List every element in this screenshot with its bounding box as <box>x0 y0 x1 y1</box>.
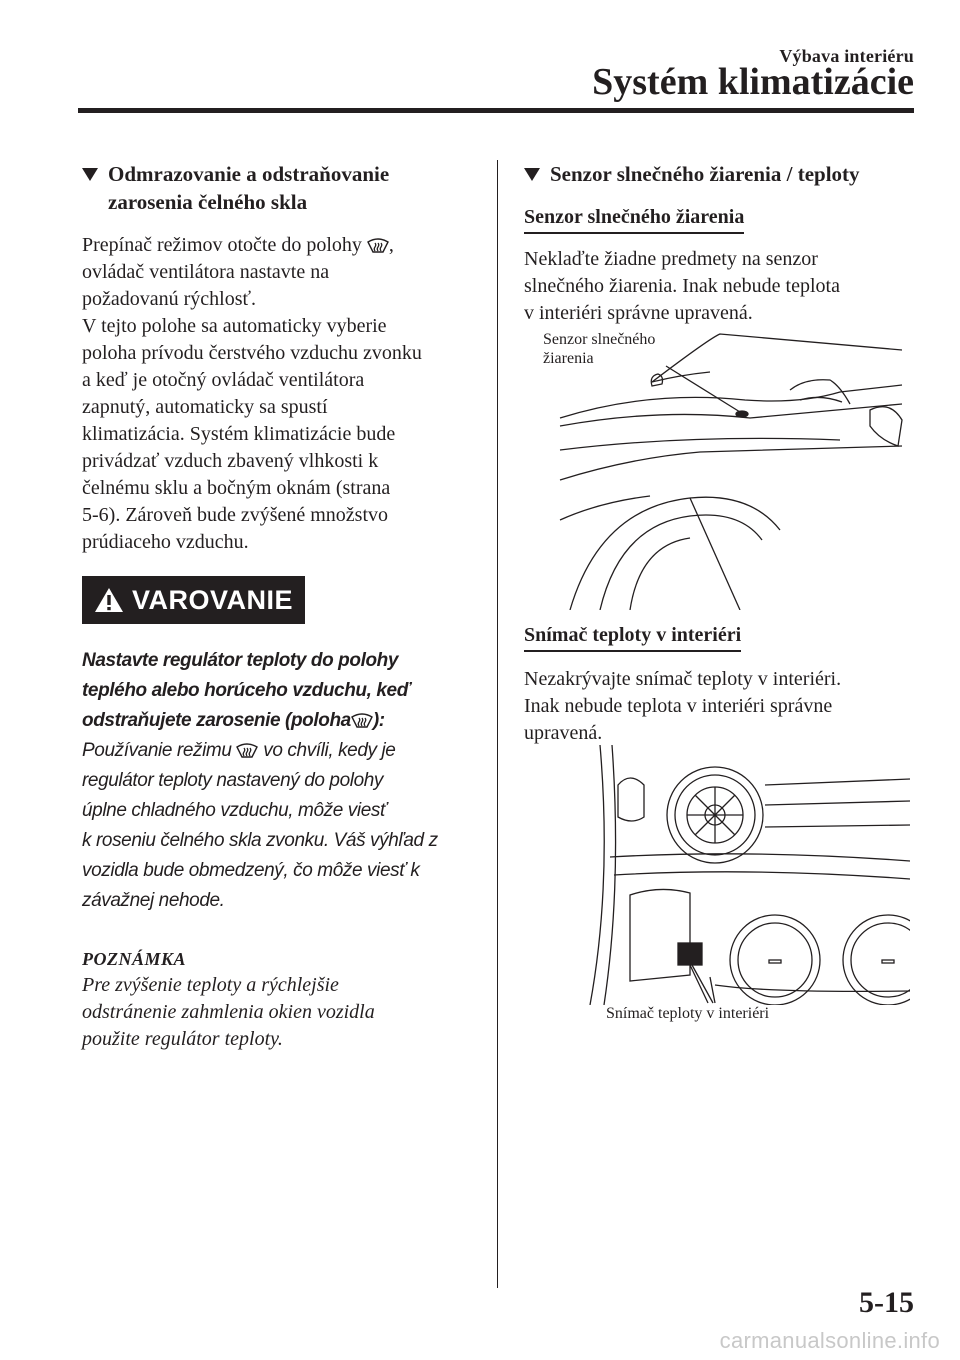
para-line: čelnému sklu a bočným oknám (strana <box>82 477 391 499</box>
interior-sensor-figure <box>570 745 910 1030</box>
warning-text <box>82 646 474 916</box>
defrost-section-heading <box>82 160 474 216</box>
para-line: slnečného žiarenia. Inak nebude teplota <box>524 275 840 297</box>
interior-sensor-subheading: Snímač teploty v interiéri <box>524 622 741 652</box>
warning-line: Používanie režimu <box>82 740 232 761</box>
chapter-label: Výbava interiéru <box>779 46 914 66</box>
warning-line: k roseniu čelného skla zvonku. Váš výhľad z <box>82 830 438 851</box>
sensor-section-heading <box>524 160 916 188</box>
windshield-defrost-icon <box>236 740 258 758</box>
defrost-paragraph <box>82 232 474 556</box>
warning-label: VAROVANIE <box>132 584 294 615</box>
heading-line: Senzor slnečného žiarenia / teploty <box>550 162 860 186</box>
para-line: prúdiaceho vzduchu. <box>82 531 249 553</box>
left-column <box>82 160 474 1053</box>
warning-triangle-icon <box>94 587 124 613</box>
sun-sensor-subheading: Senzor slnečného žiarenia <box>524 204 744 234</box>
warning-line: úplne chladného vzduchu, môže viesť <box>82 800 387 821</box>
para-line: V tejto polohe sa automaticky vyberie <box>82 315 387 337</box>
note-line: odstránenie zahmlenia okien vozidla <box>82 1001 375 1023</box>
note-line: použite regulátor teploty. <box>82 1028 283 1050</box>
warning-line: odstraňujete zarosenie (poloha <box>82 710 351 731</box>
para-line: zapnutý, automaticky sa spustí <box>82 396 328 418</box>
sun-sensor-paragraph <box>524 246 916 327</box>
interior-sensor-caption: Snímač teploty v interiéri <box>606 1005 770 1022</box>
warning-line: teplého alebo horúceho vzduchu, keď <box>82 680 411 701</box>
interior-sensor-section <box>524 622 916 747</box>
note-title: POZNÁMKA <box>82 949 187 969</box>
para-line: Prepínač režimov otočte do polohy <box>82 234 362 256</box>
para-line: privádzať vzduch zbavený vlhkosti k <box>82 450 379 472</box>
para-line: Neklaďte žiadne predmety na senzor <box>524 248 818 270</box>
warning-line: Nastavte regulátor teploty do polohy <box>82 650 399 671</box>
warning-badge <box>82 576 305 624</box>
car-front-illustration <box>540 330 910 610</box>
para-line: ovládač ventilátora nastavte na <box>82 261 330 283</box>
section-triangle-icon <box>524 168 540 181</box>
note-text <box>82 972 474 1053</box>
para-line: a keď je otočný ovládač ventilátora <box>82 369 365 391</box>
sun-sensor-figure <box>540 330 910 610</box>
para-line: v interiéri správne upravená. <box>524 302 753 324</box>
para-line: požadovanú rýchlosť. <box>82 288 257 310</box>
para-punct: , <box>388 234 394 256</box>
para-line: klimatizácia. Systém klimatizácie bude <box>82 423 396 445</box>
heading-line: zarosenia čelného skla <box>108 190 308 214</box>
right-column <box>524 160 916 327</box>
page-number: 5-15 <box>859 1286 914 1319</box>
para-line: upravená. <box>524 722 603 744</box>
note-line: Pre zvýšenie teploty a rýchlejšie <box>82 974 339 996</box>
warning-line: vozidla bude obmedzený, čo môže viesť k <box>82 860 420 881</box>
header-rule <box>78 108 914 113</box>
para-line: Nezakrývajte snímač teploty v interiéri. <box>524 668 842 690</box>
interior-sensor-paragraph <box>524 666 916 747</box>
heading-line: Odmrazovanie a odstraňovanie <box>108 162 390 186</box>
caption-line: Senzor slnečného <box>543 331 656 348</box>
para-line: 5-6). Zároveň bude zvýšené množstvo <box>82 504 389 526</box>
windshield-defrost-icon <box>351 710 373 728</box>
section-triangle-icon <box>82 168 98 181</box>
dashboard-illustration <box>570 745 910 1005</box>
caption-line: žiarenia <box>543 350 594 367</box>
para-line: Inak nebude teplota v interiéri správne <box>524 695 833 717</box>
column-divider <box>497 160 498 1288</box>
warning-line: regulátor teploty nastavený do polohy <box>82 770 384 791</box>
windshield-defrost-icon <box>367 235 389 253</box>
para-line: poloha prívodu čerstvého vzduchu zvonku <box>82 342 422 364</box>
warning-line: vo chvíli, kedy je <box>263 740 396 761</box>
page-title: Systém klimatizácie <box>592 61 914 103</box>
warning-line: ): <box>372 710 385 731</box>
warning-line: závažnej nehode. <box>82 890 225 911</box>
site-watermark: carmanualsonline.info <box>719 1328 940 1353</box>
